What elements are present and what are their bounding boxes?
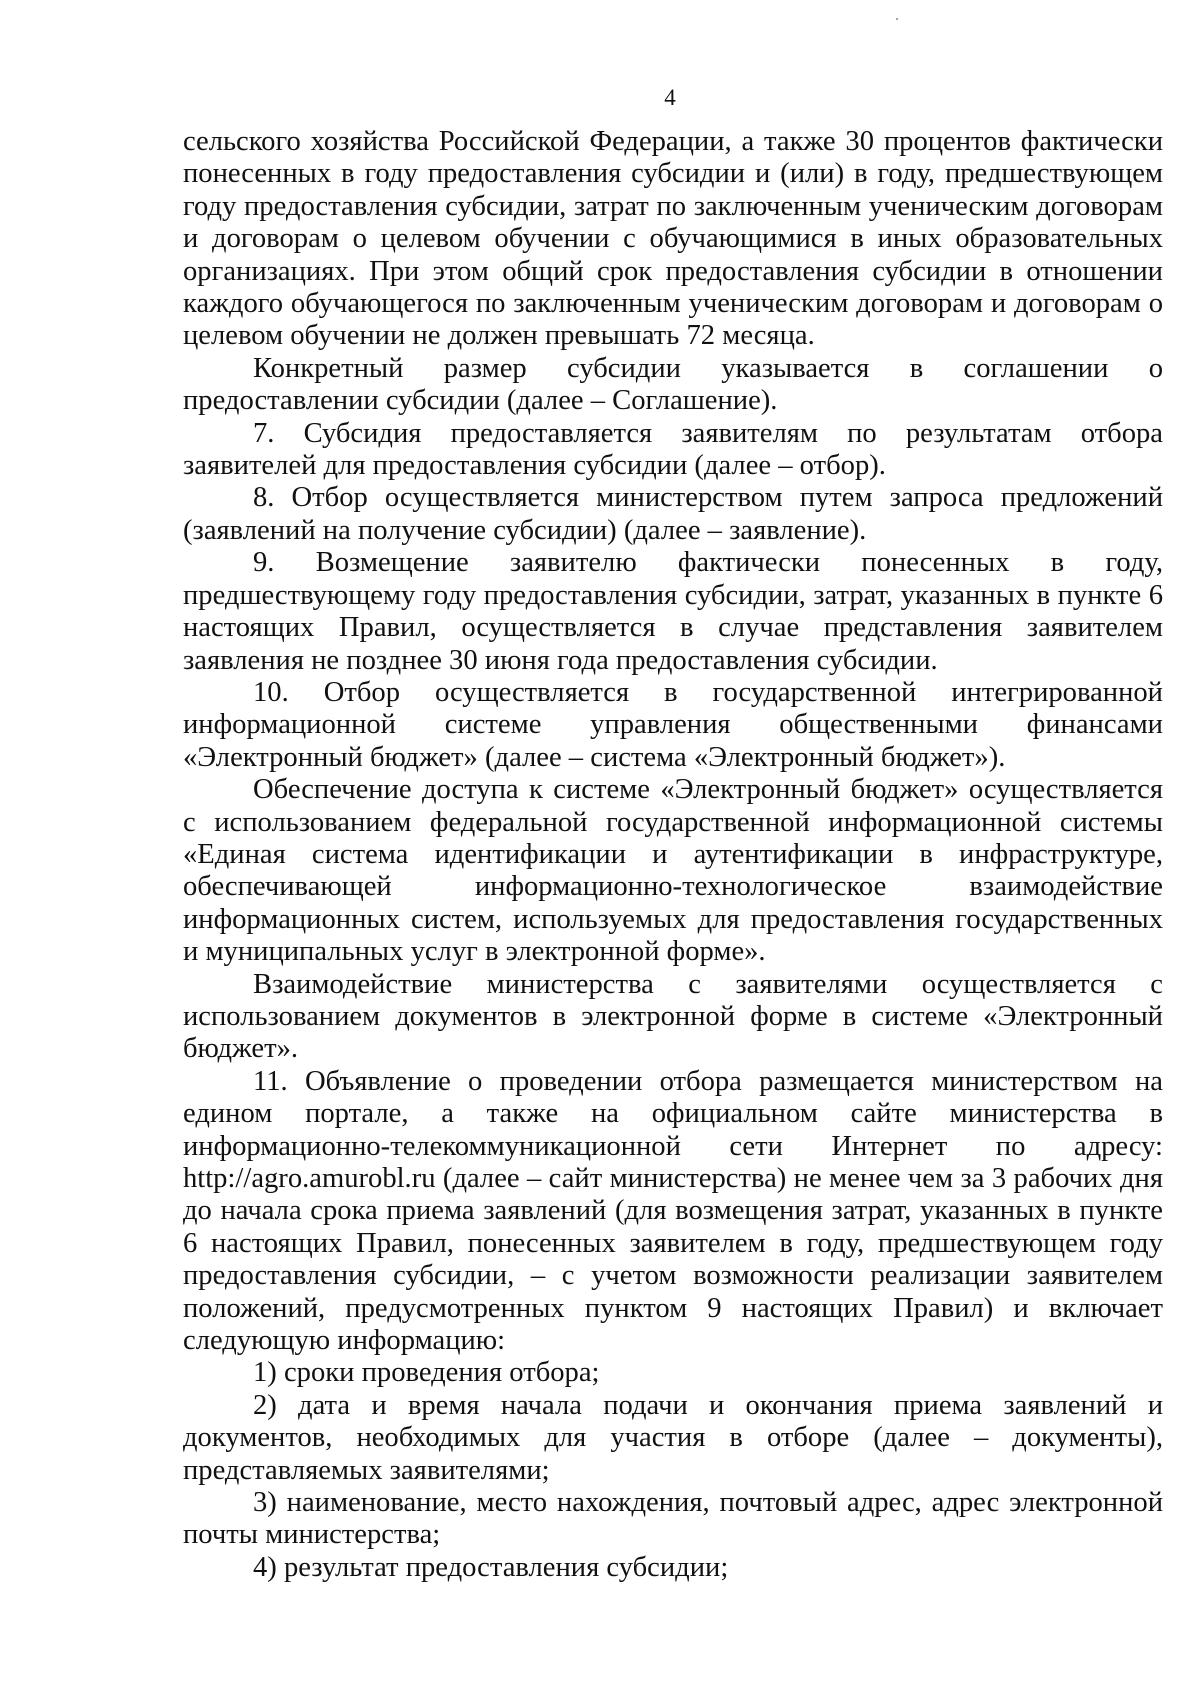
paragraph-item-9: 9. Возмещение заявителю фактически понесенных в году, предшествующему году предоставления субсидии, затрат, указанных в пункте 6 настоящих Правил, осуществляется в случае представления заявителем заявления не позднее 30 июня года предоставления субсидии.: [183, 547, 1163, 676]
list-item-11-2: 2) дата и время начала подачи и окончания приема заявлений и документов, необходимых для участия в отборе (далее – документы), представляемых заявителями;: [183, 1389, 1163, 1486]
list-item-11-3: 3) наименование, место нахождения, почтовый адрес, адрес электронной почты министерства;: [183, 1487, 1163, 1551]
scan-speck: [896, 18, 898, 20]
paragraph-item-10: 10. Отбор осуществляется в государственной интегрированной информационной системе управления общественными финансами «Электронный бюджет» (далее – система «Электронный бюджет»).: [183, 676, 1163, 773]
paragraph-item-8: 8. Отбор осуществляется министерством путем запроса предложений (заявлений на получение субсидии) (далее – заявление).: [183, 482, 1163, 546]
paragraph-access: Обеспечение доступа к системе «Электронный бюджет» осуществляется с использованием федеральной государственной информационной системы «Единая система идентификации и аутентификации в инфраструктуре, обеспечивающей информационно-технологическое взаимодействие информационных систем, используемых для предоставления государственных и муниципальных услуг в электронной форме».: [183, 774, 1163, 968]
document-body: [183, 126, 1163, 1584]
paragraph-item-11: 11. Объявление о проведении отбора размещается министерством на едином портале, а также на официальном сайте министерства в информационно-телекоммуникационной сети Интернет по адресу: http://agro.amurobl.ru (далее – сайт министерства) не менее чем за 3 рабочих дня до начала срока приема заявлений (для возмещения затрат, указанных в пункте 6 настоящих Правил, понесенных заявителем в году, предшествующем году предоставления субсидии, – с учетом возможности реализации заявителем положений, предусмотренных пунктом 9 настоящих Правил) и включает следующую информацию:: [183, 1065, 1163, 1357]
paragraph-item-7: 7. Субсидия предоставляется заявителям по результатам отбора заявителей для предоставления субсидии (далее – отбор).: [183, 417, 1163, 482]
page-number: 4: [664, 85, 676, 110]
list-item-11-4: 4) результат предоставления субсидии;: [253, 1551, 729, 1583]
paragraph-interaction: Взаимодействие министерства с заявителями осуществляется с использованием документов в электронной форме в системе «Электронный бюджет».: [183, 968, 1163, 1065]
list-item-11-1: 1) сроки проведения отбора;: [253, 1357, 600, 1389]
paragraph-concrete-size: Конкретный размер субсидии указывается в соглашении о предоставлении субсидии (далее – Соглашение).: [183, 352, 1163, 417]
paragraph-continuation: сельского хозяйства Российской Федерации, а также 30 процентов фактически понесенных в году предоставления субсидии и (или) в году, предшествующем году предоставления субсидии, затрат по заключенным ученическим договорам и договорам о целевом обучении с обучающимися в иных образовательных организациях. При этом общий срок предоставления субсидии в отношении каждого обучающегося по заключенным ученическим договорам и договорам о целевом обучении не должен превышать 72 месяца.: [183, 126, 1163, 352]
